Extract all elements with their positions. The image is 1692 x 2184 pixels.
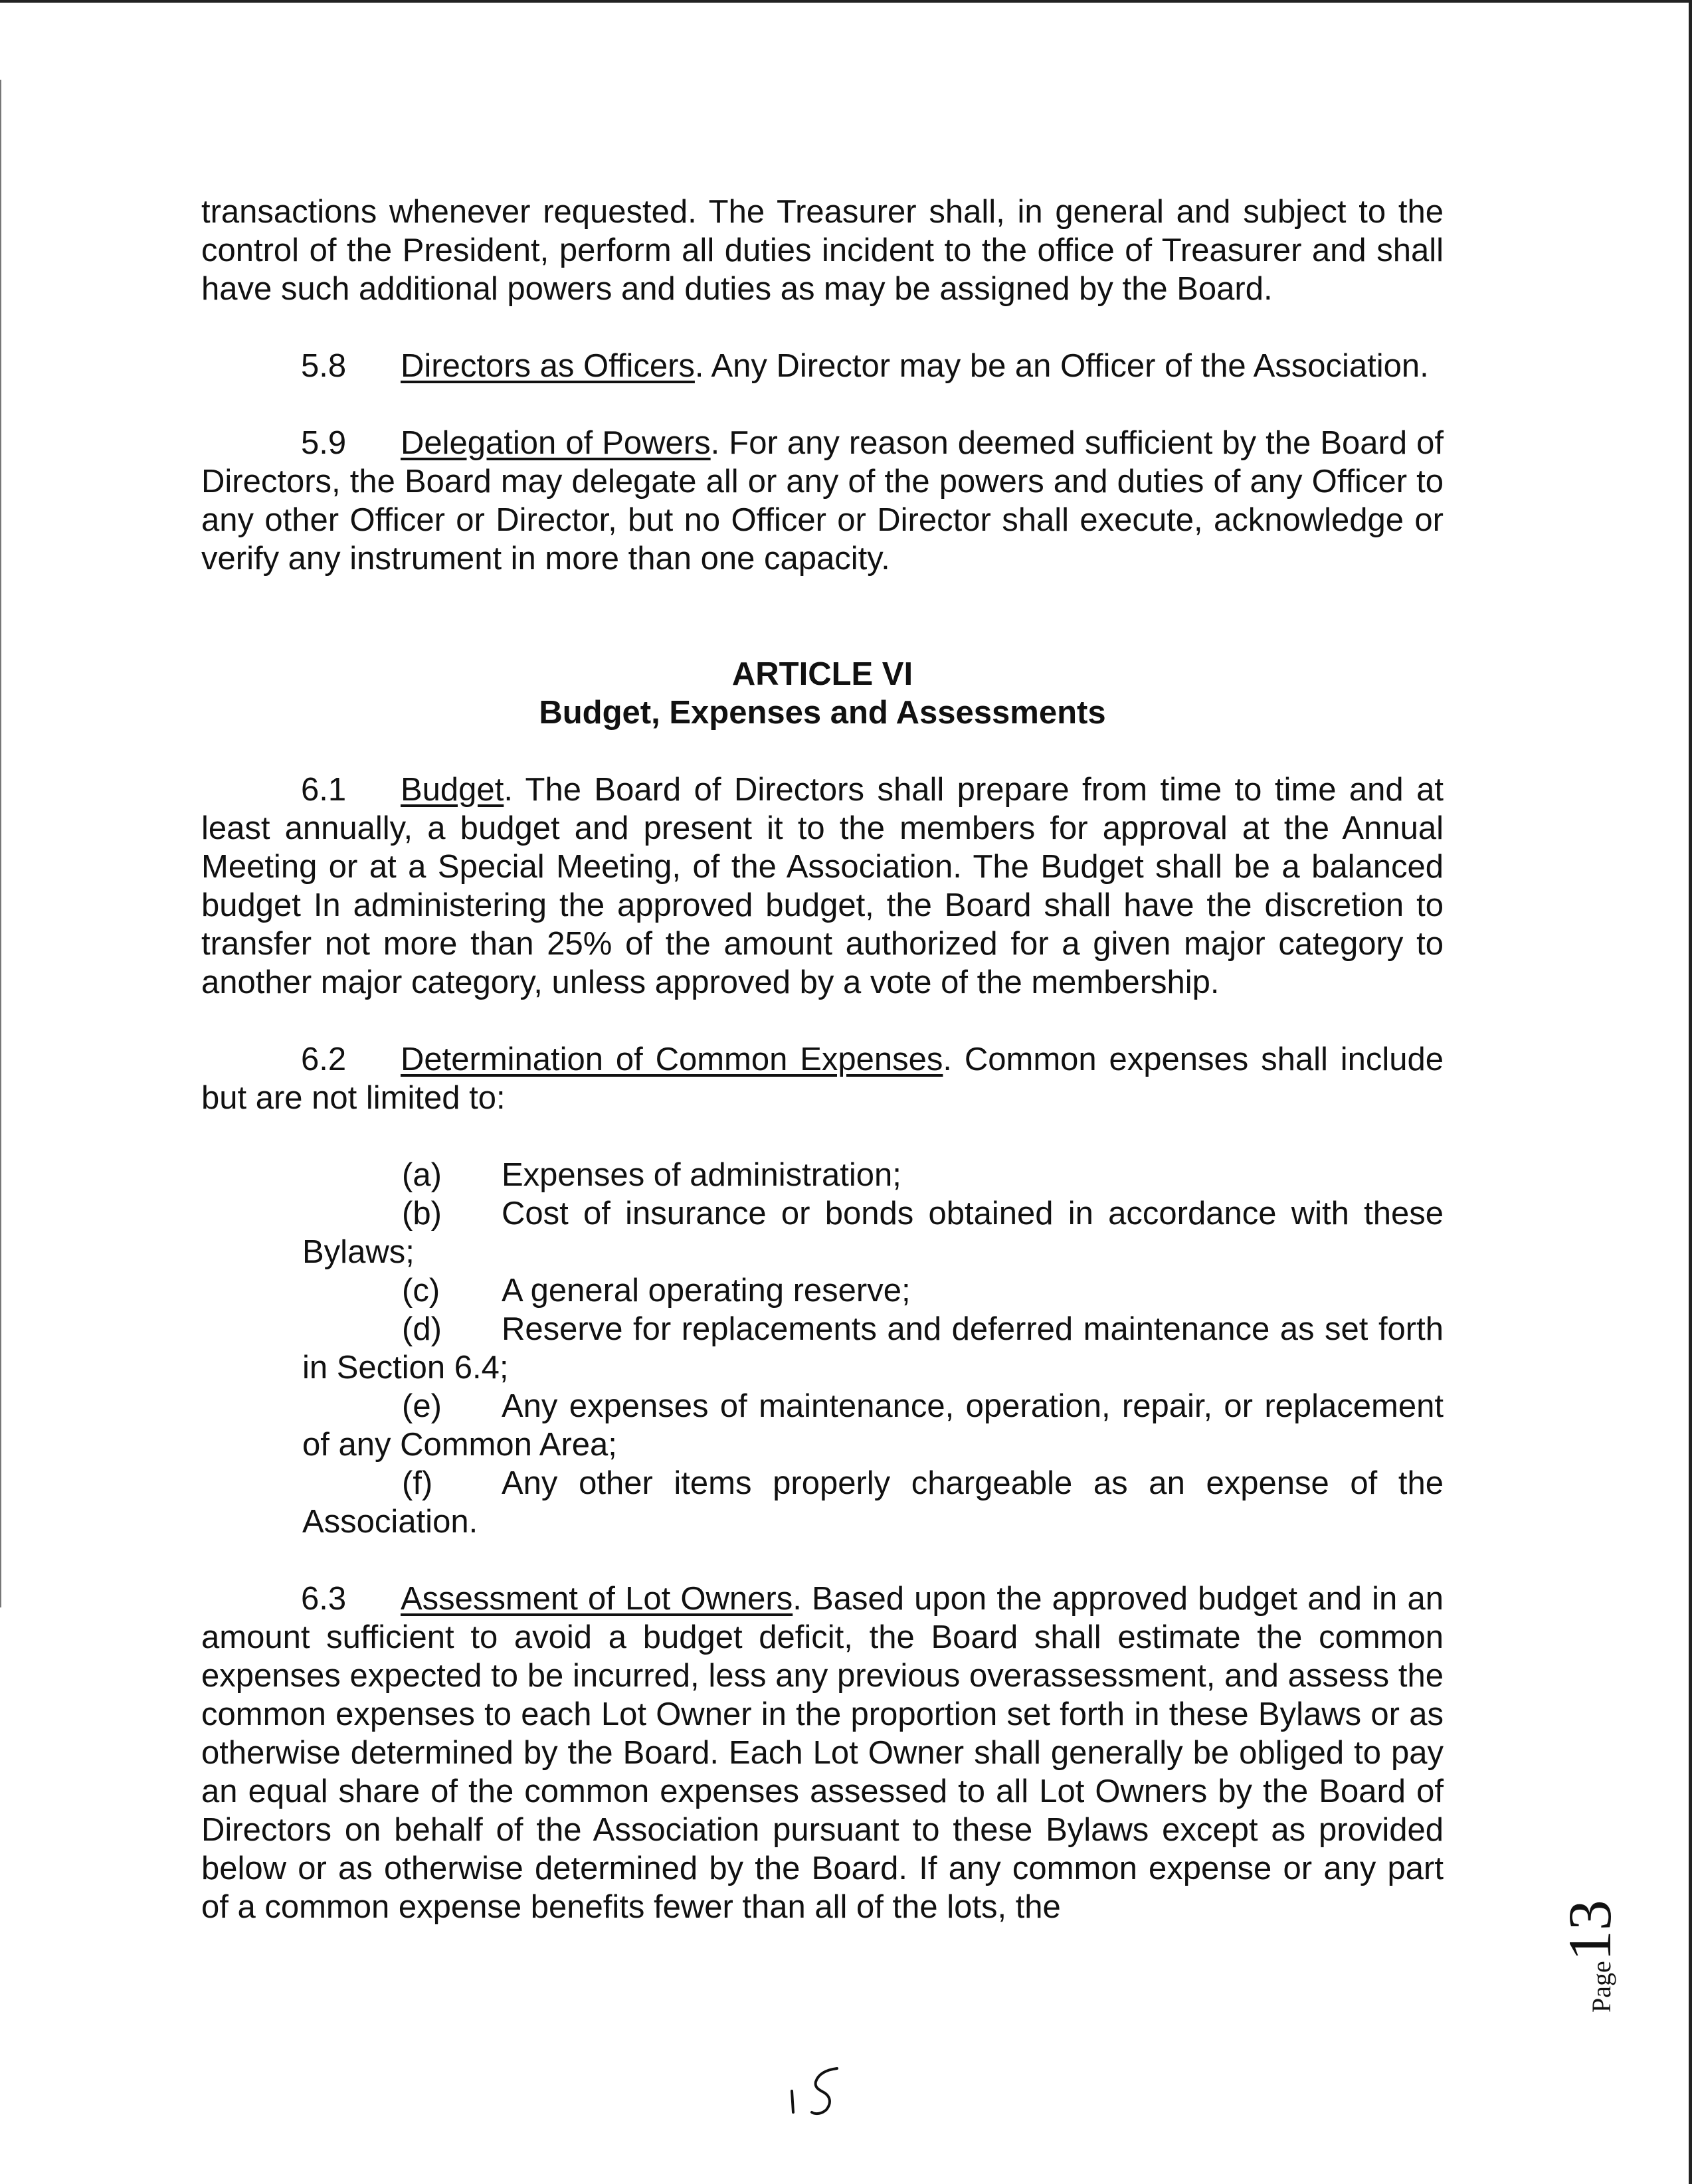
section-6-2 — [201, 1040, 1444, 1117]
list-item-letter: (c) — [402, 1273, 440, 1309]
section-text: . Any Director may be an Officer of the Association. — [694, 348, 1429, 384]
page-stamp-word: Page — [1586, 1961, 1616, 2013]
document-body — [201, 193, 1444, 1965]
list-item-letter: (d) — [402, 1311, 442, 1347]
list-item — [302, 1271, 1444, 1310]
section-text: . Common expenses shall include but are not limited to: — [201, 1042, 1444, 1116]
list-item — [302, 1156, 1444, 1194]
common-expenses-list — [302, 1156, 1444, 1541]
section-5-9 — [201, 424, 1444, 578]
list-item-text: Any other items properly chargeable as an expense of the Association. — [302, 1465, 1444, 1540]
list-item-text: Reserve for replacements and deferred maintenance as set forth in Section 6.4; — [302, 1311, 1444, 1386]
section-text: . Based upon the approved budget and in an amount sufficient to avoid a budget deficit, the Board shall estimate the common expenses expected to be incurred, less any previous overassessment, and assess the common expenses to each Lot Owner in the proportion set forth in these Bylaws or as otherwise determined by the Board. Each Lot Owner shall generally be obliged to pay an equal share of the common expenses assessed to all Lot Owners by the Board of Directors on behalf of the Association pursuant to these Bylaws except as provided below or as otherwise determined by the Board. If any common expense or any part of a common expense benefits fewer than all of the lots, the — [201, 1581, 1444, 1925]
list-item-letter: (e) — [402, 1388, 442, 1424]
list-item-text: Any expenses of maintenance, operation, repair, or replacement of any Common Area; — [302, 1388, 1444, 1463]
list-item — [302, 1310, 1444, 1387]
list-item-text: A general operating reserve; — [502, 1273, 911, 1309]
section-6-3 — [201, 1580, 1444, 1926]
section-title: Delegation of Powers — [401, 425, 711, 461]
section-5-8 — [201, 347, 1444, 385]
page-border-right — [1689, 0, 1692, 2184]
article-title: Budget, Expenses and Assessments — [539, 695, 1106, 731]
section-6-1 — [201, 771, 1444, 1002]
section-number: 5.9 — [301, 425, 347, 461]
section-title: Directors as Officers — [401, 348, 695, 384]
paragraph-5-7-continuation: transactions whenever requested. The Treasurer shall, in general and subject to the control of the President, perform all duties incident to the office of Treasurer and shall have such additional powers and duties as may be assigned by the Board. — [201, 194, 1444, 307]
page-number-stamp — [1554, 1853, 1624, 2013]
section-number: 6.1 — [301, 772, 347, 808]
section-number: 6.2 — [301, 1042, 347, 1077]
section-number: 6.3 — [301, 1581, 347, 1617]
section-title: Budget — [401, 772, 504, 808]
section-title: Determination of Common Expenses — [401, 1042, 943, 1077]
article-number: ARTICLE VI — [731, 656, 913, 692]
section-title: Assessment of Lot Owners — [401, 1581, 793, 1617]
handwritten-page-number — [777, 2059, 857, 2119]
list-item — [302, 1387, 1444, 1464]
list-item-text: Cost of insurance or bonds obtained in accordance with these Bylaws; — [302, 1196, 1444, 1270]
list-item-letter: (b) — [402, 1196, 442, 1231]
section-number: 5.8 — [301, 348, 347, 384]
list-item-letter: (a) — [402, 1157, 442, 1193]
list-item — [302, 1194, 1444, 1271]
section-text: . The Board of Directors shall prepare from time to time and at least annually, a budget and present it to the members for approval at the Annual Meeting or at a Special Meeting, of the Association. The Budget shall be a balanced budget In administering the approved budget, the Board shall have the discretion to transfer not more than 25% of the amount authorized for a given major category to another major category, unless approved by a vote of the membership. — [201, 772, 1444, 1000]
list-item-text: Expenses of administration; — [502, 1157, 901, 1193]
article-heading — [201, 655, 1444, 732]
list-item-letter: (f) — [402, 1465, 433, 1501]
page-border-top — [0, 0, 1692, 3]
page-stamp-number: 13 — [1556, 1900, 1624, 1961]
list-item — [302, 1464, 1444, 1541]
section-text: . For any reason deemed sufficient by the Board of Directors, the Board may delegate all or any of the powers and duties of any Officer to any other Officer or Director, but no Officer or Director shall execute, acknowledge or verify any instrument in more than one capacity. — [201, 425, 1444, 577]
page-border-left — [0, 80, 1, 1607]
